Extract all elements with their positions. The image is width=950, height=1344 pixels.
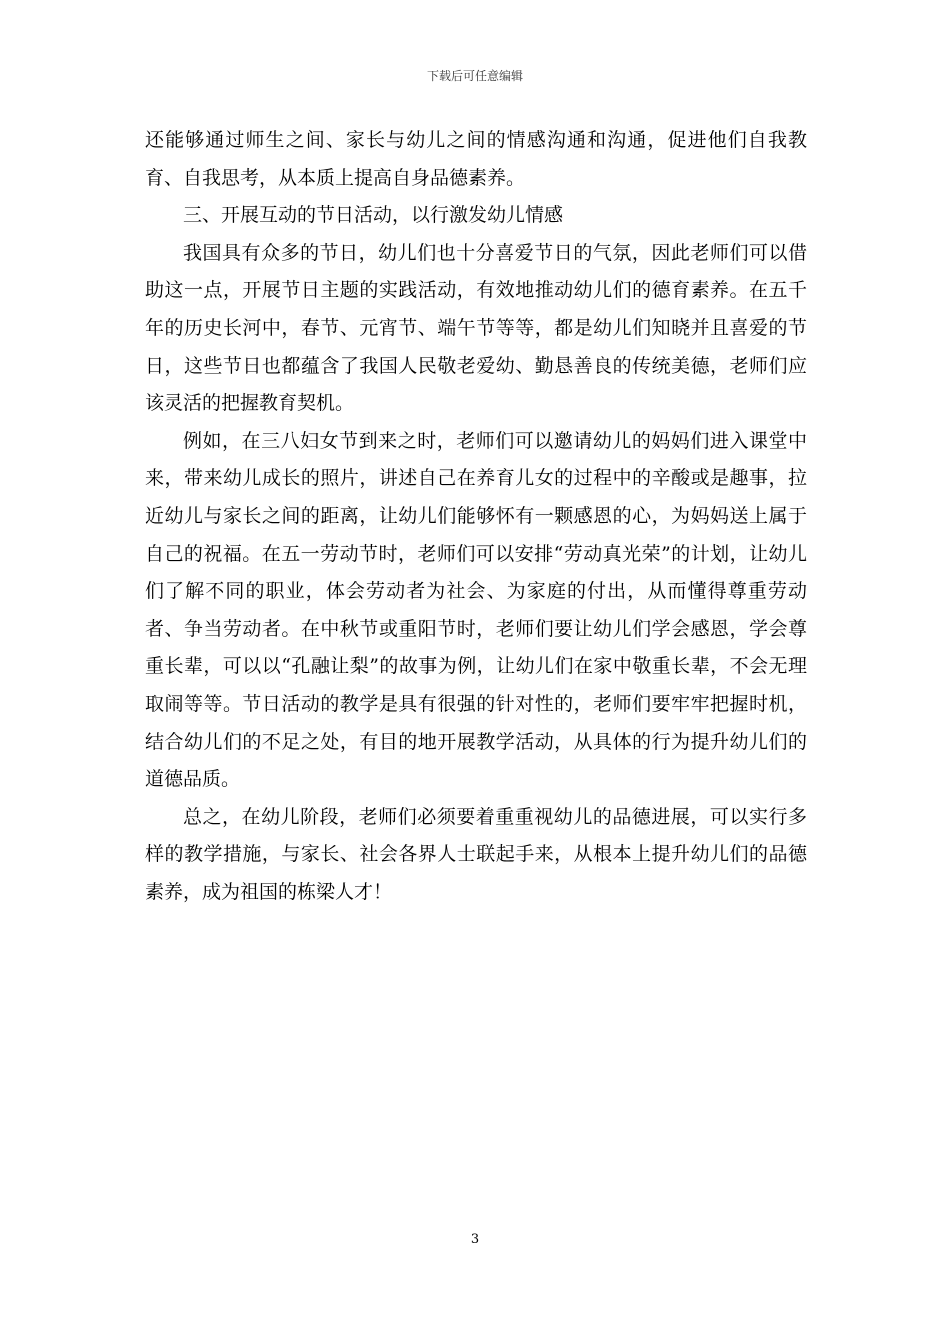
section-heading: 三、开展互动的节日活动，以行激发幼儿情感: [183, 204, 564, 227]
paragraph-conclusion: 总之，在幼儿阶段，老师们必须要着重重视幼儿的品德进展，可以实行多样的教学措施，与家长、社会各界人士联起手来，从根本上提升幼儿们的品德素养，成为祖国的栋梁人才！: [145, 805, 807, 903]
paragraph-continuation: 还能够通过师生之间、家长与幼儿之间的情感沟通和沟通，促进他们自我教育、自我思考，从本质上提高自身品德素养。: [145, 129, 807, 189]
paragraph-festivals: 我国具有众多的节日，幼儿们也十分喜爱节日的气氛，因此老师们可以借助这一点，开展节日主题的实践活动，有效地推动幼儿们的德育素养。在五千年的历史长河中，春节、元宵节、端午节等等，都是幼儿们知晓并且喜爱的节日，这些节日也都蕴含了我国人民敬老爱幼、勤恳善良的传统美德，老师们应该灵活的把握教育契机。: [145, 241, 807, 415]
page-number: 3: [470, 1232, 480, 1247]
paragraph-example: 例如，在三八妇女节到来之时，老师们可以邀请幼儿的妈妈们进入课堂中来，带来幼儿成长的照片，讲述自己在养育儿女的过程中的辛酸或是趣事，拉近幼儿与家长之间的距离，让幼儿们能够怀有一颗感恩的心，为妈妈送上属于自己的祝福。在五一劳动节时，老师们可以安排“劳动真光荣”的计划，让幼儿们了解不同的职业，体会劳动者为社会、为家庭的付出，从而懂得尊重劳动者、争当劳动者。在中秋节或重阳节时，老师们要让幼儿们学会感恩，学会尊重长辈，可以以“孔融让梨”的故事为例，让幼儿们在家中敬重长辈，不会无理取闹等等。节日活动的教学是具有很强的针对性的，老师们要牢牢把握时机，结合幼儿们的不足之处，有目的地开展教学活动，从具体的行为提升幼儿们的道德品质。: [145, 429, 807, 791]
document-body: [145, 122, 807, 911]
page-header-note: 下载后可任意编辑: [426, 69, 523, 83]
